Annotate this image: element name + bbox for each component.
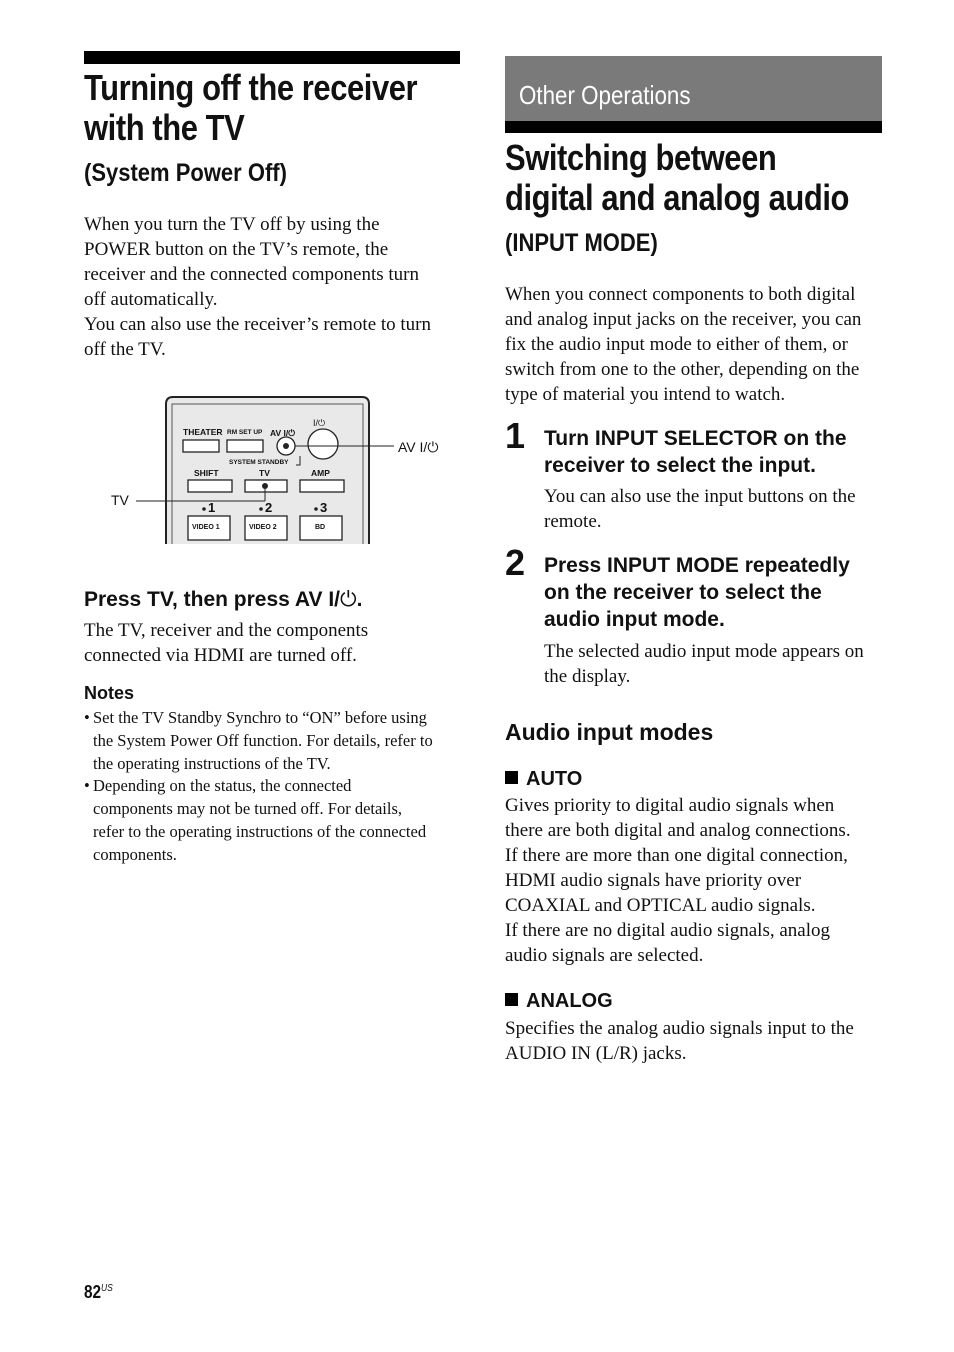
notes-list [84,707,473,867]
mode-auto-heading: AUTO [505,768,582,791]
step-1-body [544,484,856,534]
tv-label: TV [259,468,270,478]
step-1-heading [544,425,847,479]
theater-label: THEATER [183,427,223,437]
av-power-label: AV I/⏻ [270,428,295,438]
callout-av-power: AV I/⏻ [398,439,439,455]
intro-line: off the TV. [84,339,166,360]
intro-line: switch from one to the other, depending on the [505,359,860,380]
page-title-left-line2: with the TV [84,107,245,148]
power-symbol-icon: ⏻ [427,439,439,455]
mode-line: Gives priority to digital audio signals when [505,795,835,816]
page-title-left-line1: Turning off the receiver [84,67,418,108]
step-heading-line: Press INPUT MODE repeatedly [544,554,850,577]
step-line: connected via HDMI are turned off. [84,645,357,666]
remote-illustration [100,392,470,547]
square-bullet-icon [505,993,518,1006]
step-body-line: the display. [544,666,631,687]
amp-label: AMP [311,468,330,478]
step-number-1: 1 [505,415,526,456]
note-line: the operating instructions of the TV. [93,753,331,773]
step-body-line: remote. [544,511,602,532]
intro-line: and analog input jacks on the receiver, you can [505,309,862,330]
note-item [84,707,473,775]
bullet-icon: • [84,776,90,796]
step-heading-line: Turn INPUT SELECTOR on the [544,427,847,450]
num2-label: 2 [265,500,273,515]
mode-line: HDMI audio signals have priority over [505,870,802,891]
notes-heading: Notes [84,683,135,703]
video2-label: VIDEO 2 [249,524,277,531]
remote-drawing [100,392,470,547]
mode-line: If there are more than one digital connection, [505,845,848,866]
power-symbol-icon: ⏻ [288,428,295,438]
step-description-left [84,618,368,668]
intro-line: off automatically. [84,289,218,310]
mode-line: audio signals are selected. [505,945,704,966]
section-banner-rule [505,121,882,133]
page-subtitle-left: (System Power Off) [84,159,287,187]
step-2-heading [544,552,850,633]
note-item [84,775,473,866]
note-line: components. [93,844,177,864]
system-standby-label: SYSTEM STANDBY [229,459,289,466]
mode-analog-description [505,1016,895,1066]
page-title-right-line2: digital and analog audio [505,177,850,218]
rm-set-up-label: RM SET UP [227,429,263,436]
section-banner-title: Other Operations [519,80,691,110]
step-line: The TV, receiver and the components [84,620,369,641]
bd-label: BD [315,524,326,531]
square-bullet-icon [505,771,518,784]
page-number: $82^{US}$ [84,1282,113,1302]
bullet-icon: • [84,708,90,727]
power-symbol-icon: ⏻ [340,588,357,611]
mode-auto-description [505,793,895,968]
intro-line: receiver and the connected components turn [84,264,419,285]
intro-line: POWER button on the TV’s remote, the [84,239,389,260]
intro-paragraph-right [505,282,885,407]
step-heading-line: receiver to select the input. [544,454,816,477]
num1-label: 1 [208,500,216,515]
mode-analog-heading: ANALOG [505,990,613,1013]
shift-label: SHIFT [194,468,219,478]
intro-line: When you connect components to both digital [505,284,856,305]
mode-line: AUDIO IN (L/R) jacks. [505,1043,687,1064]
step-heading-line: on the receiver to select the [544,581,822,604]
page-subtitle-right: (INPUT MODE) [505,229,658,257]
intro-line: fix the audio input mode to either of them, or [505,334,848,355]
section-rule-left [84,51,460,64]
mode-line: there are both digital and analog connections. [505,820,851,841]
step-body-line: You can also use the input buttons on the [544,486,856,507]
mode-line: If there are no digital audio signals, analog [505,920,831,941]
note-line: Set the TV Standby Synchro to “ON” before using [93,708,427,727]
power-label: I/⏻ [313,418,326,428]
mode-line: COAXIAL and OPTICAL audio signals. [505,895,816,916]
step-number-2: 2 [505,542,526,583]
page-title-right-line1: Switching between [505,137,777,178]
note-line: the System Power Off function. For details, refer to [93,730,433,750]
step-heading-line: audio input mode. [544,608,725,631]
power-symbol-icon: ⏻ [318,418,326,428]
note-line: Depending on the status, the connected [93,776,352,796]
note-line: components may not be turned off. For details, [93,799,403,819]
num3-label: 3 [320,500,328,515]
video1-label: VIDEO 1 [192,524,220,531]
intro-line: type of material you intend to watch. [505,384,786,405]
audio-input-modes-heading: Audio input modes [505,719,714,745]
intro-line: When you turn the TV off by using the [84,214,380,235]
intro-paragraph-left [84,212,464,362]
note-line: refer to the operating instructions of the connected [93,821,427,841]
intro-line: You can also use the receiver’s remote to turn [84,314,432,335]
mode-line: Specifies the analog audio signals input to the [505,1018,854,1039]
step-instruction-left: Press TV, then press AV I/⏻. [84,588,363,611]
step-body-line: The selected audio input mode appears on [544,641,864,662]
callout-tv: TV [111,492,129,508]
step-2-body [544,639,864,689]
